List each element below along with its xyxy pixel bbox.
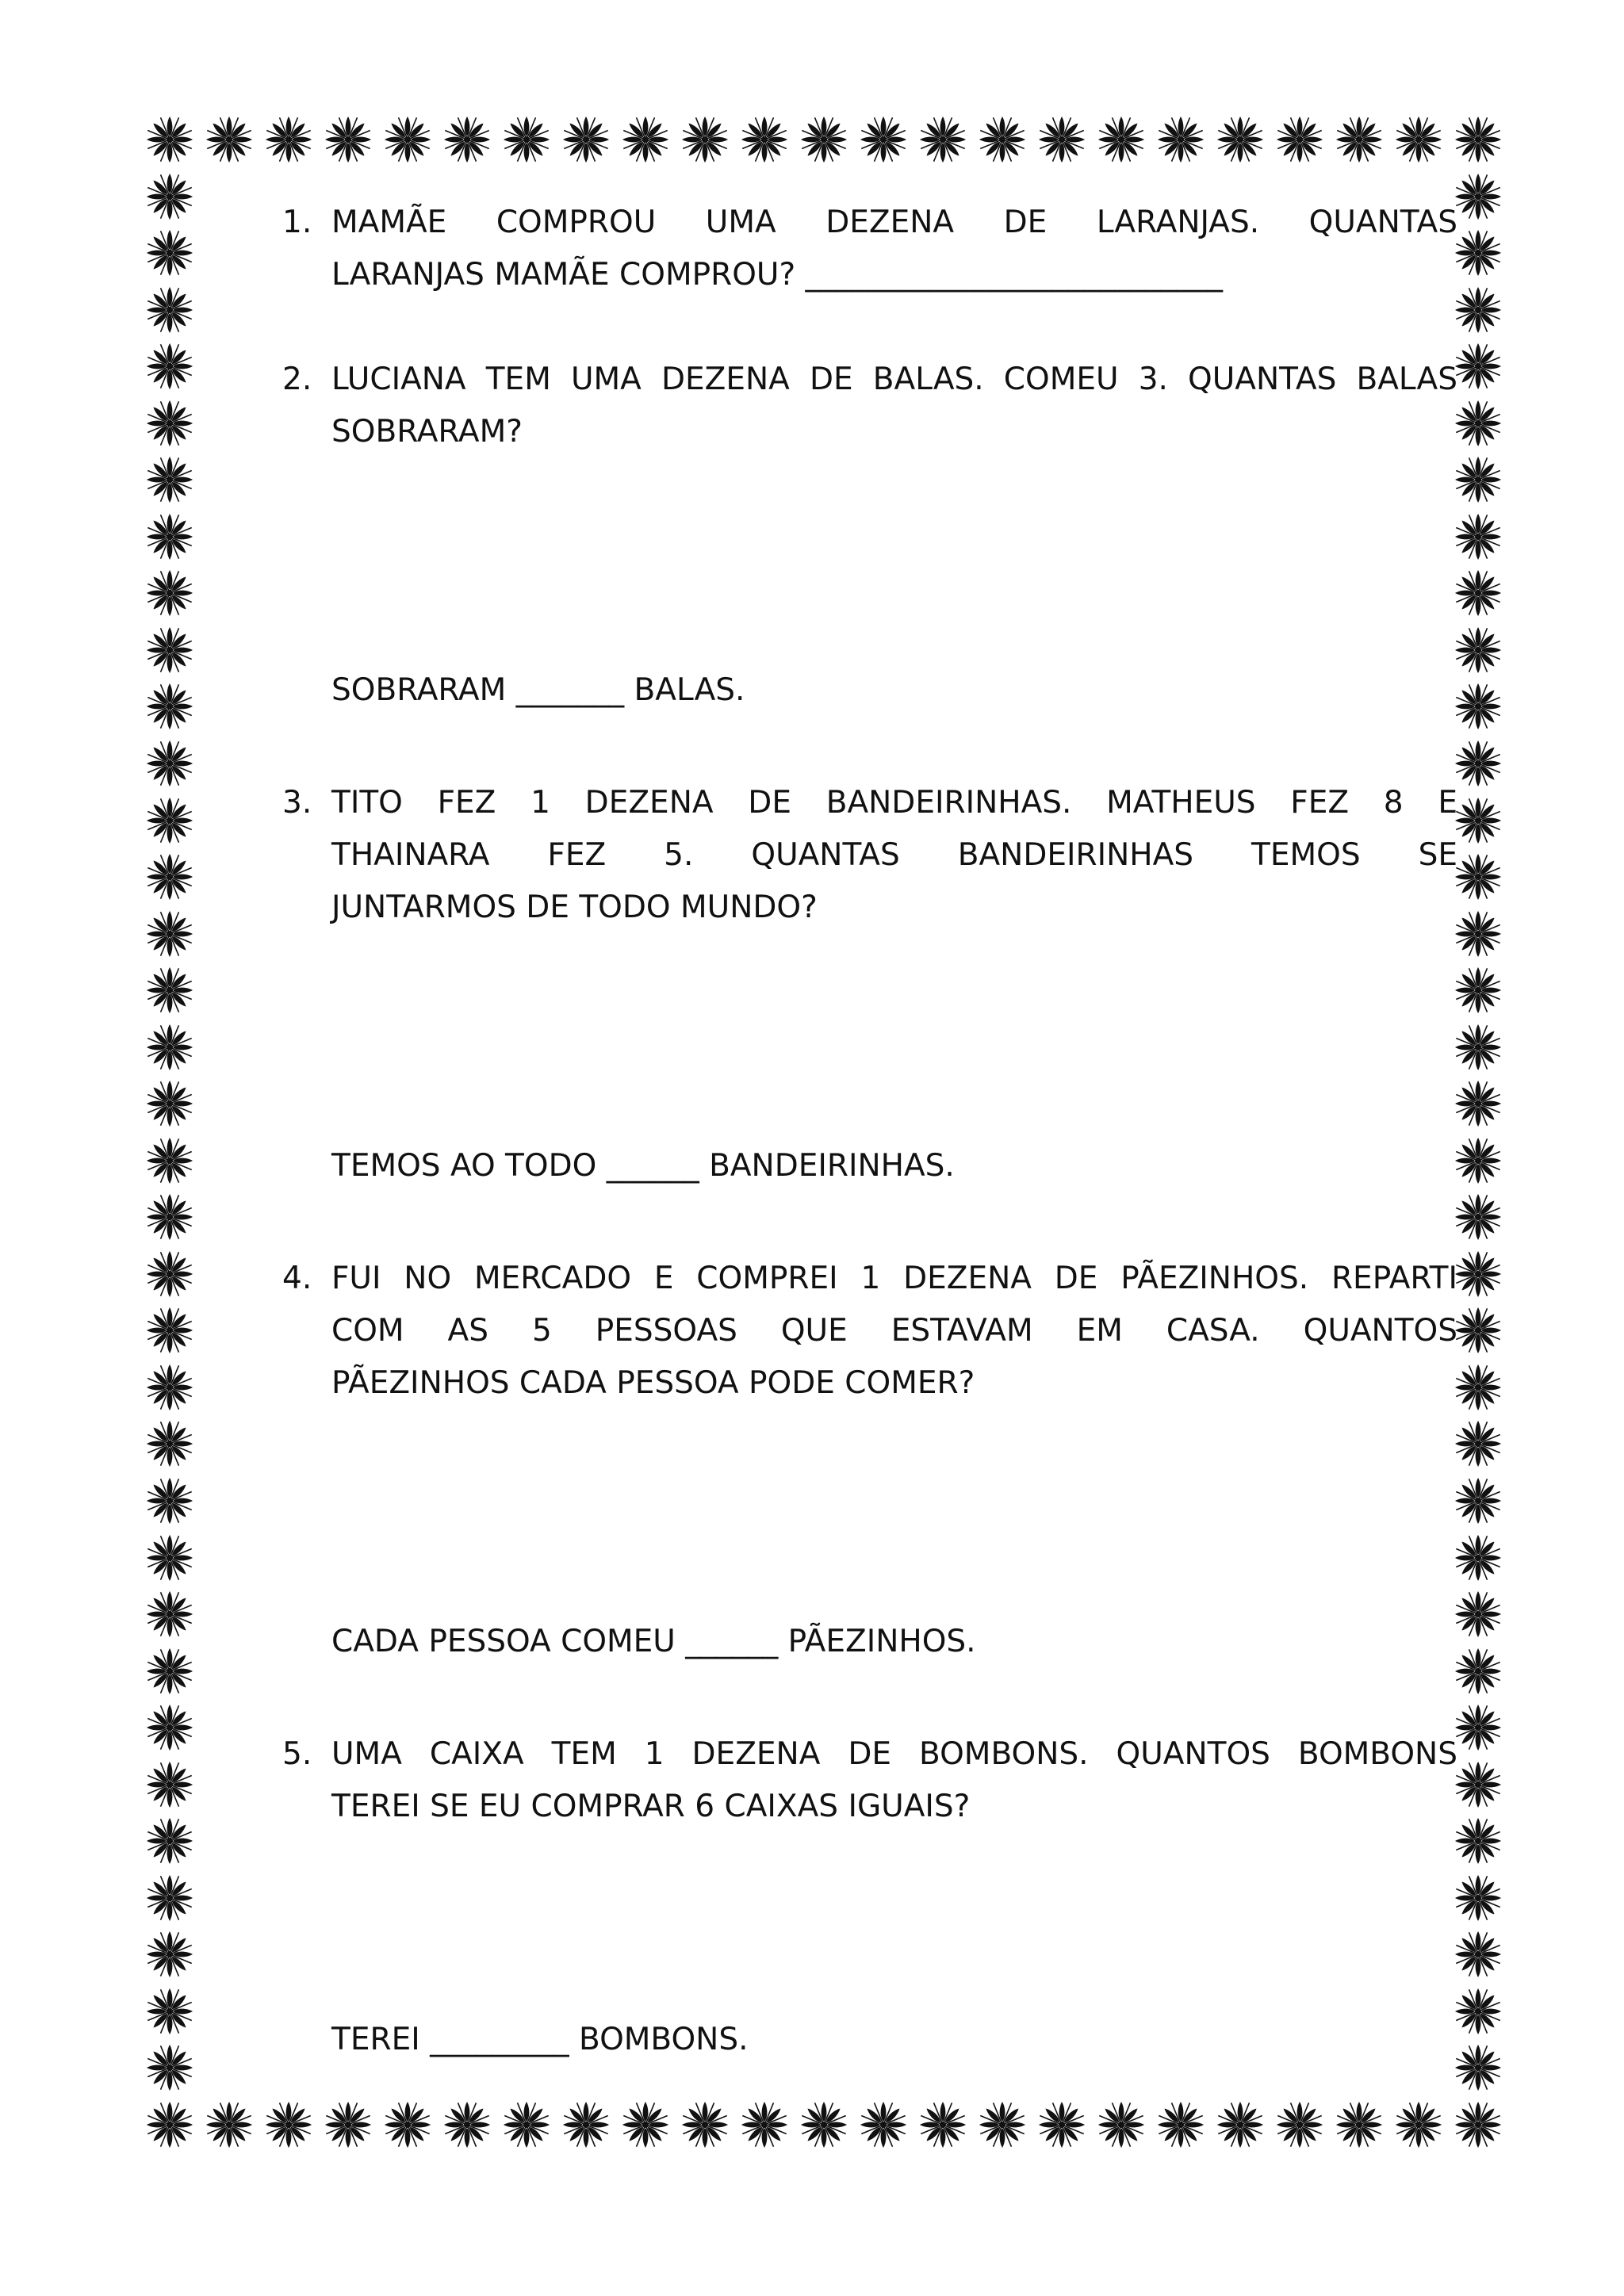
star-flower-icon [144,1305,195,1356]
star-flower-icon [1453,738,1503,789]
star-flower-icon [263,2099,314,2150]
star-flower-icon [1453,851,1503,902]
star-flower-icon [1036,2099,1087,2150]
star-flower-icon [977,114,1028,165]
star-flower-icon [799,114,849,165]
question-text-line: MAMÃE COMPROU UMA DEZENA DE LARANJAS. QUANTAS [331,205,1457,240]
star-flower-icon [144,681,195,732]
answer-line: TEREI _________ BOMBONS. [331,2022,749,2057]
star-flower-icon [1096,114,1147,165]
star-flower-icon [1453,1192,1503,1242]
star-flower-icon [1453,1986,1503,2037]
star-flower-icon [144,2042,195,2093]
question-number: 4. [282,1261,312,1296]
star-flower-icon [1453,909,1503,959]
question-text-line: PÃEZINHOS CADA PESSOA PODE COMER? [331,1365,975,1401]
star-flower-icon [382,2099,433,2150]
star-flower-icon [144,1929,195,1980]
star-flower-icon [144,228,195,278]
star-flower-icon [1453,1078,1503,1129]
star-flower-icon [144,171,195,222]
star-flower-icon [144,1078,195,1129]
question-text-line: JUNTARMOS DE TODO MUNDO? [331,890,818,925]
star-flower-icon [144,1533,195,1583]
star-flower-icon [1453,1418,1503,1469]
star-flower-icon [144,454,195,505]
star-flower-icon [144,851,195,902]
star-flower-icon [1453,1249,1503,1299]
star-flower-icon [144,1873,195,1923]
star-flower-icon [917,114,968,165]
star-flower-icon [1155,2099,1206,2150]
star-flower-icon [144,568,195,618]
star-flower-icon [1215,2099,1266,2150]
star-flower-icon [1453,1759,1503,1810]
star-flower-icon [323,114,373,165]
star-flower-icon [1453,171,1503,222]
star-flower-icon [1453,511,1503,562]
star-flower-icon [1453,1646,1503,1697]
answer-line: SOBRARAM _______ BALAS. [331,672,745,708]
star-flower-icon [144,1646,195,1697]
star-flower-icon [1453,1873,1503,1923]
question-text-line: LUCIANA TEM UMA DEZENA DE BALAS. COMEU 3. QUANTAS BALAS [331,362,1457,397]
answer-line: TEMOS AO TODO ______ BANDEIRINHAS. [331,1148,955,1184]
question-text-line: COM AS 5 PESSOAS QUE ESTAVAM EM CASA. QUANTOS [331,1313,1457,1349]
star-flower-icon [561,2099,611,2150]
answer-line: CADA PESSOA COMEU ______ PÃEZINHOS. [331,1624,976,1659]
star-flower-icon [1453,2042,1503,2093]
star-flower-icon [1453,965,1503,1016]
star-flower-icon [561,114,611,165]
star-flower-icon [1453,568,1503,618]
star-flower-icon [1453,1702,1503,1753]
star-flower-icon [1453,398,1503,449]
star-flower-icon [1453,454,1503,505]
star-flower-icon [144,738,195,789]
star-flower-icon [858,2099,909,2150]
star-flower-icon [1453,2099,1503,2150]
star-flower-icon [263,114,314,165]
star-flower-icon [501,2099,552,2150]
star-flower-icon [204,2099,255,2150]
star-flower-icon [858,114,909,165]
star-flower-icon [1453,795,1503,846]
star-flower-icon [1453,341,1503,392]
star-flower-icon [1453,1929,1503,1980]
question-number: 1. [282,205,312,240]
star-flower-icon [680,2099,730,2150]
star-flower-icon [799,2099,849,2150]
star-flower-icon [1096,2099,1147,2150]
star-flower-icon [144,1986,195,2037]
star-flower-icon [144,965,195,1016]
star-flower-icon [144,1759,195,1810]
star-flower-icon [1215,114,1266,165]
star-flower-icon [739,114,790,165]
star-flower-icon [144,1475,195,1526]
star-flower-icon [442,2099,492,2150]
star-flower-icon [204,114,255,165]
star-flower-icon [382,114,433,165]
star-flower-icon [144,114,195,165]
star-flower-icon [144,2099,195,2150]
star-flower-icon [1453,1475,1503,1526]
star-flower-icon [1453,285,1503,335]
question-number: 5. [282,1736,312,1772]
star-flower-icon [1453,228,1503,278]
question-text-line: SOBRARAM? [331,414,523,450]
question-text-line: LARANJAS MAMÃE COMPROU? ___________________________ [331,257,1224,293]
star-flower-icon [144,1192,195,1242]
star-flower-icon [1393,114,1444,165]
question-number: 2. [282,362,312,397]
star-flower-icon [1453,1362,1503,1413]
star-flower-icon [144,1418,195,1469]
star-flower-icon [442,114,492,165]
star-flower-icon [144,1135,195,1186]
star-flower-icon [1155,114,1206,165]
star-flower-icon [1453,1305,1503,1356]
star-flower-icon [1453,1816,1503,1866]
star-flower-icon [1453,1589,1503,1640]
star-flower-icon [144,909,195,959]
star-flower-icon [501,114,552,165]
star-flower-icon [1036,114,1087,165]
star-flower-icon [680,114,730,165]
star-flower-icon [977,2099,1028,2150]
star-flower-icon [1453,1533,1503,1583]
star-flower-icon [620,2099,671,2150]
star-flower-icon [144,511,195,562]
star-flower-icon [144,1702,195,1753]
star-flower-icon [739,2099,790,2150]
star-flower-icon [1453,681,1503,732]
star-flower-icon [1453,1022,1503,1073]
star-flower-icon [1334,114,1385,165]
star-flower-icon [144,1249,195,1299]
star-flower-icon [1453,625,1503,675]
question-text-line: TEREI SE EU COMPRAR 6 CAIXAS IGUAIS? [331,1789,971,1824]
star-flower-icon [917,2099,968,2150]
question-text-line: THAINARA FEZ 5. QUANTAS BANDEIRINHAS TEMOS SE [331,837,1457,873]
star-flower-icon [144,341,195,392]
star-flower-icon [1453,114,1503,165]
star-flower-icon [1274,2099,1325,2150]
star-flower-icon [144,625,195,675]
star-flower-icon [144,398,195,449]
star-flower-icon [144,1816,195,1866]
star-flower-icon [1274,114,1325,165]
star-flower-icon [1393,2099,1444,2150]
question-text-line: UMA CAIXA TEM 1 DEZENA DE BOMBONS. QUANTOS BOMBONS [331,1736,1457,1772]
star-flower-icon [323,2099,373,2150]
star-flower-icon [144,795,195,846]
star-flower-icon [144,285,195,335]
question-number: 3. [282,785,312,821]
star-flower-icon [1453,1135,1503,1186]
star-flower-icon [1334,2099,1385,2150]
star-flower-icon [144,1362,195,1413]
star-flower-icon [144,1589,195,1640]
star-flower-icon [144,1022,195,1073]
question-text-line: FUI NO MERCADO E COMPREI 1 DEZENA DE PÃEZINHOS. REPARTI [331,1261,1457,1296]
question-text-line: TITO FEZ 1 DEZENA DE BANDEIRINHAS. MATHEUS FEZ 8 E [331,785,1457,821]
star-flower-icon [620,114,671,165]
